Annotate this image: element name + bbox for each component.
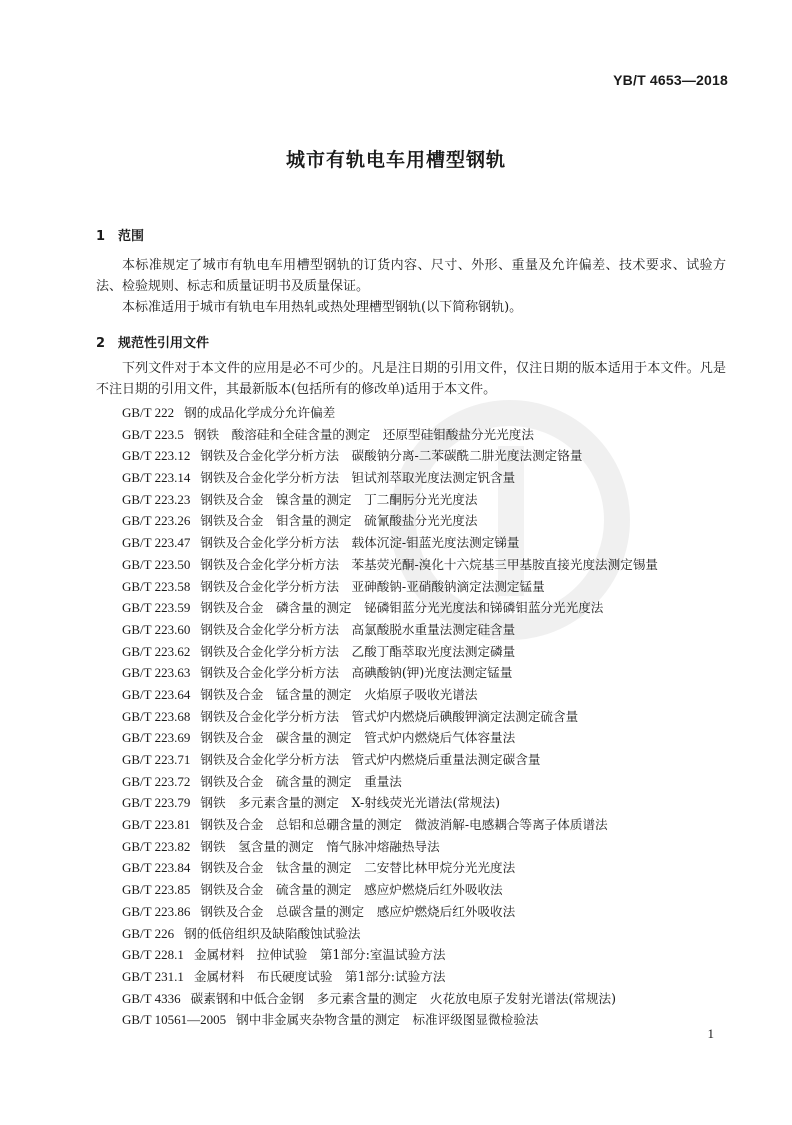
reference-item <box>122 619 732 641</box>
reference-item <box>122 641 732 663</box>
section-1-paragraph-1: 本标准规定了城市有轨电车用槽型钢轨的订货内容、尺寸、外形、重量及允许偏差、技术要求、试验方法、检验规则、标志和质量证明书及质量保证。 <box>96 258 726 294</box>
reference-title: 钢铁及合金 硫含量的测定 感应炉燃烧后红外吸收法 <box>200 882 503 898</box>
reference-item <box>122 771 732 793</box>
reference-title: 钢的成品化学成分允许偏差 <box>184 405 336 420</box>
reference-title: 钢铁及合金 锰含量的测定 火焰原子吸收光谱法 <box>200 686 478 702</box>
reference-code: GB/T 223.82 <box>122 838 191 854</box>
reference-title: 钢铁及合金 总铝和总硼含量的测定 微波消解-电感耦合等离子体质谱法 <box>200 817 608 833</box>
reference-code: GB/T 223.5 <box>122 426 184 442</box>
reference-item <box>122 489 732 511</box>
reference-code: GB/T 223.71 <box>122 752 191 767</box>
reference-code: GB/T 10561—2005 <box>122 1012 227 1028</box>
reference-title: 钢铁 氢含量的测定 惰气脉冲熔融热导法 <box>200 838 440 854</box>
reference-title: 钢铁及合金 钛含量的测定 二安替比林甲烷分光光度法 <box>200 860 516 876</box>
reference-title: 钢铁及合金化学分析方法 乙酸丁酯萃取光度法测定磷量 <box>200 643 516 659</box>
reference-item <box>122 1009 732 1031</box>
reference-item <box>122 445 732 467</box>
reference-code: GB/T 228.1 <box>122 947 184 963</box>
reference-title: 钢铁 多元素含量的测定 X-射线荧光光谱法(常规法) <box>200 795 501 811</box>
document-title: 城市有轨电车用槽型钢轨 <box>285 149 506 171</box>
reference-item <box>122 706 732 728</box>
reference-code: GB/T 222 <box>122 405 175 420</box>
reference-title: 钢铁及合金化学分析方法 管式炉内燃烧后碘酸钾滴定法测定硫含量 <box>200 708 579 724</box>
reference-title: 金属材料 布氏硬度试验 第1部分:试验方法 <box>193 968 446 984</box>
reference-code: GB/T 223.84 <box>122 860 191 876</box>
section-number: 2 <box>96 336 106 351</box>
reference-item <box>122 857 732 879</box>
section-2-intro: 下列文件对于本文件的应用是必不可少的。凡是注日期的引用文件，仅注日期的版本适用于本文件。凡是不注日期的引用文件，其最新版本(包括所有的修改单)适用于本文件。 <box>96 361 726 397</box>
reference-code: GB/T 226 <box>122 925 175 941</box>
reference-code: GB/T 223.60 <box>122 621 191 637</box>
reference-list <box>122 402 732 1031</box>
reference-item <box>122 554 732 576</box>
reference-code: GB/T 223.79 <box>122 795 191 811</box>
reference-item <box>122 944 732 966</box>
reference-title: 钢铁及合金 钼含量的测定 硫氰酸盐分光光度法 <box>200 513 478 529</box>
reference-title: 碳素钢和中低合金钢 多元素含量的测定 火花放电原子发射光谱法(常规法) <box>190 990 617 1006</box>
reference-code: GB/T 223.59 <box>122 600 191 616</box>
reference-title: 钢铁及合金 磷含量的测定 铋磷钼蓝分光光度法和锑磷钼蓝分光光度法 <box>200 600 604 616</box>
section-1-paragraph-2: 本标准适用于城市有轨电车用热轧或热处理槽型钢轨(以下简称钢轨)。 <box>122 300 523 315</box>
reference-item <box>122 749 732 771</box>
standard-number: YB/T 4653—2018 <box>613 72 728 88</box>
reference-code: GB/T 223.23 <box>122 491 191 507</box>
reference-title: 钢中非金属夹杂物含量的测定 标准评级图显微检验法 <box>236 1012 539 1028</box>
reference-title: 钢铁及合金化学分析方法 高氯酸脱水重量法测定硅含量 <box>200 621 516 637</box>
reference-code: GB/T 223.12 <box>122 448 191 464</box>
reference-title: 钢铁及合金 镍含量的测定 丁二酮肟分光光度法 <box>200 491 478 507</box>
reference-code: GB/T 223.85 <box>122 882 191 898</box>
reference-item <box>122 901 732 923</box>
reference-title: 钢铁及合金化学分析方法 钽试剂萃取光度法测定钒含量 <box>200 470 516 486</box>
reference-title: 钢铁及合金化学分析方法 高碘酸钠(钾)光度法测定锰量 <box>200 665 513 681</box>
reference-title: 金属材料 拉伸试验 第1部分:室温试验方法 <box>193 947 446 963</box>
section-title: 规范性引用文件 <box>118 336 210 351</box>
reference-item <box>122 402 732 424</box>
reference-title: 钢铁 酸溶硅和全硅含量的测定 还原型硅钼酸盐分光光度法 <box>193 426 534 442</box>
section-1-heading <box>96 225 144 244</box>
reference-title: 钢铁及合金化学分析方法 管式炉内燃烧后重量法测定碳含量 <box>200 752 541 767</box>
reference-item <box>122 966 732 988</box>
reference-title: 钢铁及合金化学分析方法 碳酸钠分离-二苯碳酰二肼光度法测定铬量 <box>200 448 583 464</box>
reference-item <box>122 597 732 619</box>
section-title: 范围 <box>118 229 145 244</box>
reference-title: 钢的低倍组织及缺陷酸蚀试验法 <box>184 925 361 941</box>
page-number: 1 <box>707 1026 714 1041</box>
reference-code: GB/T 231.1 <box>122 968 184 984</box>
reference-code: GB/T 223.50 <box>122 556 191 572</box>
reference-item <box>122 988 732 1010</box>
reference-code: GB/T 4336 <box>122 990 181 1006</box>
reference-item <box>122 576 732 598</box>
section-2-heading <box>96 332 209 351</box>
reference-item <box>122 792 732 814</box>
reference-item <box>122 424 732 446</box>
reference-code: GB/T 223.58 <box>122 578 191 594</box>
reference-item <box>122 532 732 554</box>
reference-code: GB/T 223.68 <box>122 708 191 724</box>
reference-title: 钢铁及合金 总碳含量的测定 感应炉燃烧后红外吸收法 <box>200 903 516 919</box>
reference-item <box>122 510 732 532</box>
reference-item <box>122 879 732 901</box>
reference-title: 钢铁及合金 硫含量的测定 重量法 <box>200 773 402 789</box>
reference-item <box>122 923 732 945</box>
reference-title: 钢铁及合金化学分析方法 苯基荧光酮-溴化十六烷基三甲基胺直接光度法测定锡量 <box>200 556 659 572</box>
reference-item <box>122 836 732 858</box>
reference-code: GB/T 223.62 <box>122 643 191 659</box>
reference-item <box>122 814 732 836</box>
reference-code: GB/T 223.26 <box>122 513 191 529</box>
reference-item <box>122 662 732 684</box>
reference-title: 钢铁及合金化学分析方法 载体沉淀-钼蓝光度法测定锑量 <box>200 535 520 551</box>
reference-title: 钢铁及合金 碳含量的测定 管式炉内燃烧后气体容量法 <box>200 730 516 746</box>
reference-item <box>122 467 732 489</box>
reference-code: GB/T 223.81 <box>122 817 191 833</box>
reference-code: GB/T 223.47 <box>122 535 191 551</box>
reference-code: GB/T 223.63 <box>122 665 191 681</box>
reference-item <box>122 684 732 706</box>
reference-code: GB/T 223.64 <box>122 686 191 702</box>
section-number: 1 <box>96 229 106 244</box>
reference-code: GB/T 223.72 <box>122 773 191 789</box>
reference-code: GB/T 223.69 <box>122 730 191 746</box>
reference-code: GB/T 223.14 <box>122 470 191 486</box>
reference-code: GB/T 223.86 <box>122 903 191 919</box>
reference-item <box>122 727 732 749</box>
reference-title: 钢铁及合金化学分析方法 亚砷酸钠-亚硝酸钠滴定法测定锰量 <box>200 578 545 594</box>
